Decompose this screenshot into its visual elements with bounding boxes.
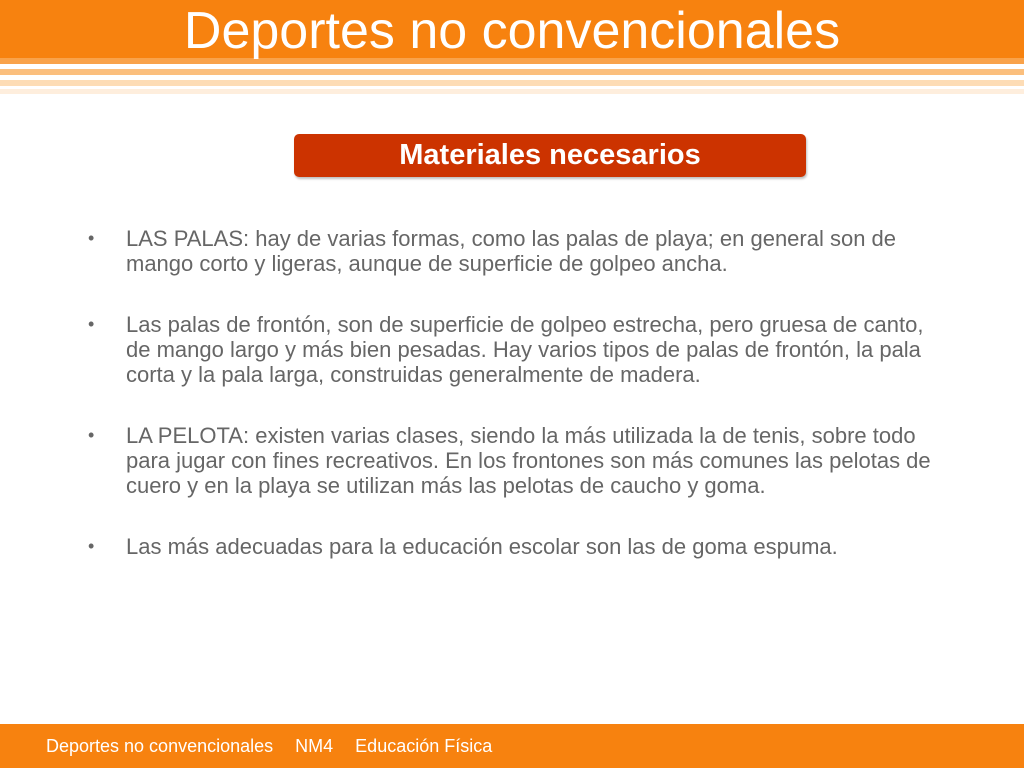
bullet-text: LAS PALAS: hay de varias formas, como las palas de playa; en general son de mango corto y ligeras, aunque de superficie de golpeo ancha.: [126, 226, 897, 276]
bullet-list: [88, 226, 948, 595]
slide-header: [0, 0, 1024, 95]
slide-footer: [0, 724, 1024, 768]
bullet-text: LA PELOTA: existen varias clases, siendo la más utilizada la de tenis, sobre todo para jugar con fines recreativos. En los frontones son más comunes las pelotas de cuero y en la playa se utilizan más las pelotas de caucho y goma.: [126, 423, 931, 498]
slide-title: Deportes no convencionales: [183, 2, 841, 60]
bullet-icon: •: [88, 228, 95, 248]
bullet-item: [88, 534, 948, 559]
section-subtitle: Materiales necesarios: [294, 134, 806, 177]
bullet-text: Las palas de frontón, son de superficie de golpeo estrecha, pero gruesa de canto, de mango largo y más bien pesadas. Hay varios tipos de palas de frontón, la pala corta y la pala larga, construidas generalmente de madera.: [126, 312, 924, 387]
bullet-text: Las más adecuadas para la educación escolar son las de goma espuma.: [126, 534, 838, 559]
footer-subject: Educación Física: [355, 735, 493, 756]
bullet-item: [88, 226, 948, 276]
bullet-icon: •: [88, 425, 95, 445]
bullet-item: [88, 312, 948, 387]
bullet-item: [88, 423, 948, 498]
footer-items: [46, 724, 492, 768]
footer-level: NM4: [295, 735, 334, 756]
bullet-icon: •: [88, 314, 95, 334]
header-stripe: [0, 89, 1024, 94]
footer-course-title: Deportes no convencionales: [46, 735, 274, 756]
bullet-icon: •: [88, 536, 95, 556]
